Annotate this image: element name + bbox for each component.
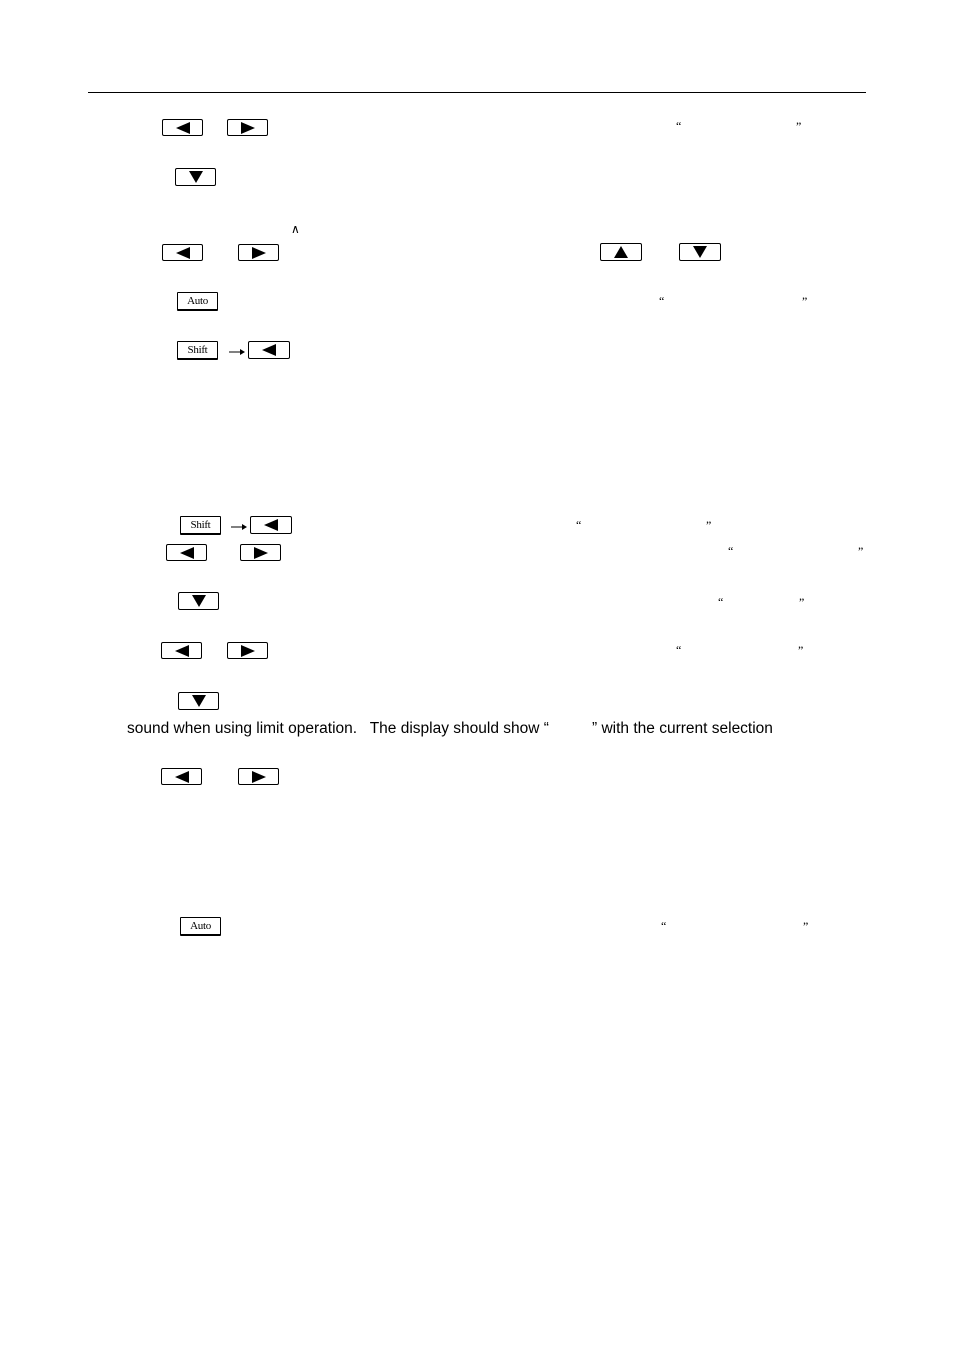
open-quote: “ xyxy=(676,119,682,133)
caret-mark: ∧ xyxy=(291,222,300,236)
right-arrow-key[interactable] xyxy=(238,768,279,785)
close-quote: ” xyxy=(706,518,712,532)
body-text-part2: with the current selection xyxy=(597,720,773,737)
down-arrow-key[interactable] xyxy=(178,692,219,710)
right-arrow-key[interactable] xyxy=(227,119,268,136)
right-arrow-icon xyxy=(254,547,268,559)
down-arrow-icon xyxy=(693,246,707,258)
up-arrow-key[interactable] xyxy=(600,243,642,261)
close-quote: ” xyxy=(796,119,802,133)
open-quote: “ xyxy=(661,919,667,933)
left-arrow-icon xyxy=(262,344,276,356)
open-quote: “ xyxy=(718,595,724,609)
down-arrow-key[interactable] xyxy=(178,592,219,610)
close-quote: ” xyxy=(802,294,808,308)
left-arrow-icon xyxy=(176,122,190,134)
auto-key[interactable]: Auto xyxy=(180,917,221,936)
close-quote: ” xyxy=(803,919,809,933)
then-arrow-icon xyxy=(229,348,245,356)
then-arrow-icon xyxy=(231,523,247,531)
down-arrow-icon xyxy=(189,171,203,183)
right-arrow-icon xyxy=(241,645,255,657)
body-text-part1: sound when using limit operation. The display should show xyxy=(127,720,544,737)
right-arrow-icon xyxy=(252,771,266,783)
left-arrow-key[interactable] xyxy=(162,119,203,136)
left-arrow-key[interactable] xyxy=(250,516,292,534)
close-quote: ” xyxy=(592,720,598,737)
right-arrow-icon xyxy=(241,122,255,134)
shift-key[interactable]: Shift xyxy=(180,516,221,535)
right-arrow-icon xyxy=(252,247,266,259)
open-quote: “ xyxy=(576,518,582,532)
right-arrow-key[interactable] xyxy=(227,642,268,659)
close-quote: ” xyxy=(798,643,804,657)
left-arrow-key[interactable] xyxy=(166,544,207,561)
down-arrow-icon xyxy=(192,695,206,707)
left-arrow-icon xyxy=(175,771,189,783)
auto-key[interactable]: Auto xyxy=(177,292,218,311)
right-arrow-key[interactable] xyxy=(240,544,281,561)
down-arrow-key[interactable] xyxy=(175,168,216,186)
body-text-line xyxy=(127,720,773,738)
left-arrow-icon xyxy=(176,247,190,259)
close-quote: ” xyxy=(799,595,805,609)
close-quote: ” xyxy=(858,544,864,558)
left-arrow-icon xyxy=(180,547,194,559)
open-quote: “ xyxy=(728,544,734,558)
open-quote: “ xyxy=(659,294,665,308)
down-arrow-icon xyxy=(192,595,206,607)
down-arrow-key[interactable] xyxy=(679,243,721,261)
quote-gap xyxy=(549,720,592,737)
right-arrow-key[interactable] xyxy=(238,244,279,261)
open-quote: “ xyxy=(543,720,549,737)
left-arrow-key[interactable] xyxy=(162,244,203,261)
left-arrow-icon xyxy=(175,645,189,657)
left-arrow-key[interactable] xyxy=(248,341,290,359)
left-arrow-key[interactable] xyxy=(161,768,202,785)
header-rule xyxy=(88,92,866,93)
left-arrow-icon xyxy=(264,519,278,531)
up-arrow-icon xyxy=(614,246,628,258)
shift-key[interactable]: Shift xyxy=(177,341,218,360)
left-arrow-key[interactable] xyxy=(161,642,202,659)
open-quote: “ xyxy=(676,643,682,657)
